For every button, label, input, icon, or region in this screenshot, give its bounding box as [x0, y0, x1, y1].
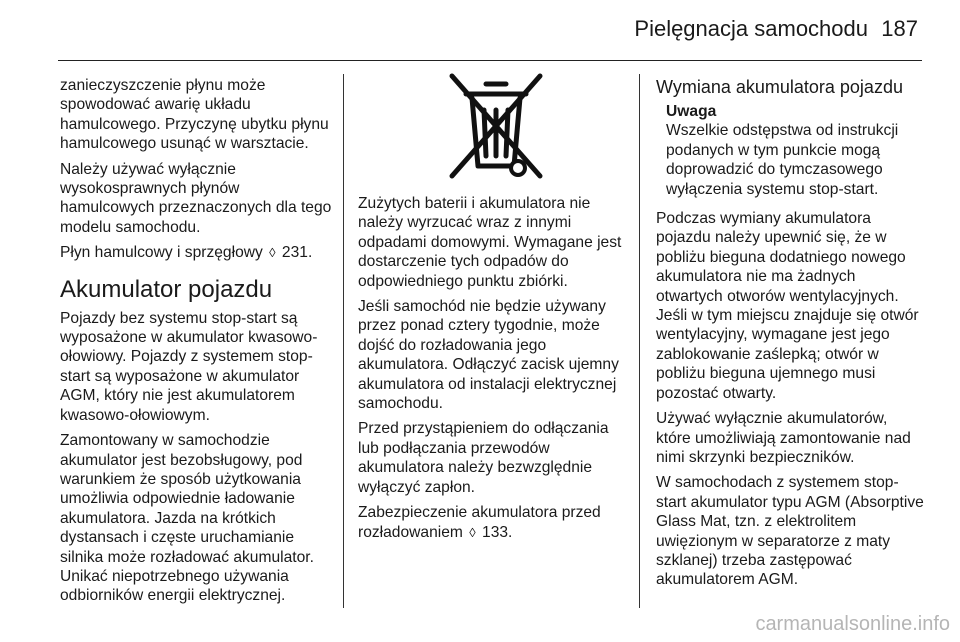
paragraph: zanieczyszczenie płynu może spowodować awarię układu hamulcowego. Przyczynę ubytku płynu hamulcowego usunąć w warsztacie. [60, 77, 329, 153]
page-reference-icon: ◊ [469, 524, 476, 540]
paragraph: Należy używać wyłącznie wysokosprawnych płynów hamulcowych przeznaczonych dla tego modelu samochodu. [60, 160, 332, 236]
paragraph: Zużytych baterii i akumulatora nie należy wyrzucać wraz z innymi odpadami domowymi. Wymagane jest dostarczenie tych odpadów do odpowiedniego punktu zbiórki. [358, 195, 622, 290]
column-middle [358, 70, 630, 548]
crossed-out-wheelie-bin-icon [426, 70, 566, 182]
header-divider [58, 60, 922, 61]
reference-page: 133. [482, 523, 513, 541]
watermark: carmanualsonline.info [755, 613, 950, 635]
reference-text: Zabezpieczenie akumulatora przed rozładowaniem [358, 504, 601, 541]
reference-page: 231. [281, 244, 313, 262]
note-title: Uwaga [666, 103, 717, 120]
cross-reference [60, 243, 336, 262]
paragraph: Podczas wymiany akumulatora pojazdu należy upewnić się, że w pobliżu bieguna dodatniego nowego akumulatora nie ma żadnych otwartych otworów wentylacyjnych. Jeśli w tym miejscu znajduje się otwór wentylacyjny, wymagane jest jego zablokowanie zaślepką; otwór w pobliżu bieguna ujemnego musi pozostać otwarty. [656, 210, 919, 402]
column-divider-left [343, 74, 344, 608]
section-heading: Wymiana akumulatora pojazdu [656, 77, 903, 97]
reference-text: Płyn hamulcowy i sprzęgłowy [60, 244, 263, 262]
paragraph: Zamontowany w samochodzie akumulator jest bezobsługowy, pod warunkiem że sposób użytkowania umożliwia odpowiednie ładowanie akumulatora. Jazda na krótkich dystansach i częste uruchamianie silnika może rozładować akumulator. Unikać niepotrzebnego używania odbiorników energii elektrycznej. [60, 432, 314, 605]
paragraph: Jeśli samochód nie będzie używany przez ponad cztery tygodnie, może dojść do rozładowania jego akumulatora. Odłączyć zacisk ujemny akumulatora od instalacji elektrycznej samochodu. [358, 298, 619, 413]
column-left [60, 76, 336, 612]
paragraph: W samochodach z systemem stop-start akumulator typu AGM (Absorptive Glass Mat, tzn. z elektrolitem uwięzionym w separatorze z maty szklanej) trzeba zastępować akumulatorem AGM. [656, 474, 924, 589]
page-reference-icon: ◊ [269, 245, 276, 261]
paragraph: Używać wyłącznie akumulatorów, które umożliwiają zamontowanie nad nimi skrzynki bezpieczników. [656, 410, 911, 466]
column-right [656, 76, 924, 596]
paragraph: Przed przystąpieniem do odłączania lub podłączania przewodów akumulatora należy bezwzględnie wyłączyć zapłon. [358, 420, 609, 496]
page-header [0, 0, 960, 62]
paragraph: Pojazdy bez systemu stop-start są wyposażone w akumulator kwasowo-ołowiowy. Pojazdy z systemem stop-start są wyposażone w akumulator AGM, który nie jest akumulatorem kwasowo-ołowiowym. [60, 309, 318, 424]
cross-reference [358, 503, 630, 542]
note-box [656, 102, 924, 199]
page-title: Pielęgnacja samochodu [634, 16, 868, 41]
column-divider-right [639, 74, 640, 608]
page-number: 187 [881, 16, 918, 41]
note-text: Wszelkie odstępstwa od instrukcji podanych w tym punkcie mogą doprowadzić do tymczasowego wyłączenia systemu stop-start. [666, 122, 899, 198]
section-heading: Akumulator pojazdu [60, 275, 273, 303]
